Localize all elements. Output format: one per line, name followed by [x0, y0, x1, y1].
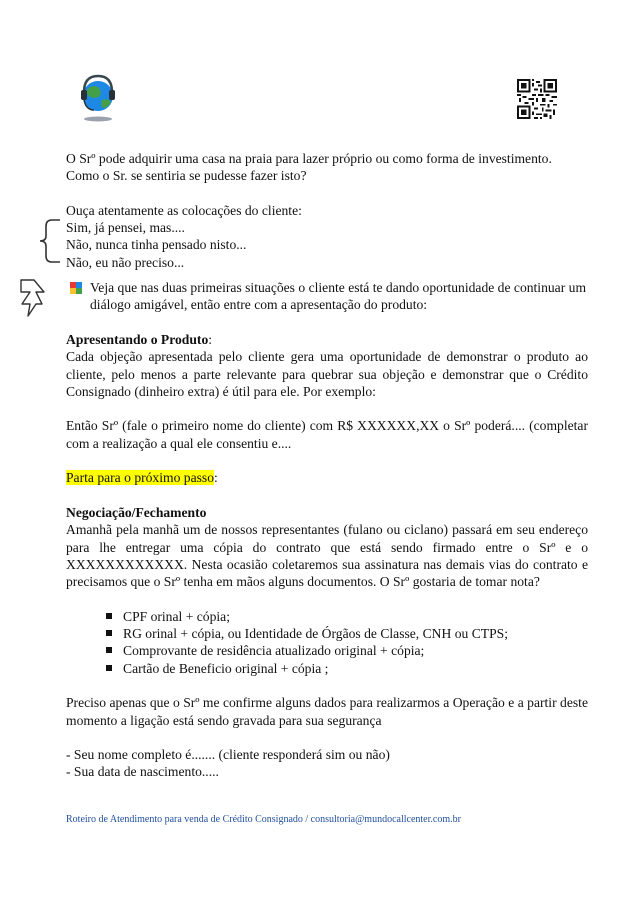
check-line: - Seu nome completo é....... (cliente responderá sim ou não)	[66, 747, 390, 763]
list-item-text: RG orinal + cópia, ou Identidade de Órgãos de Classe, CNH ou CTPS;	[123, 626, 508, 642]
list-item	[106, 625, 588, 642]
client-answer: Sim, já pensei, mas....	[66, 220, 185, 236]
presenting-example: Então Srº (fale o primeiro nome do cliente) com R$ XXXXXX,XX o Srº poderá.... (completar com a realização a qual ele consentiu e....	[66, 418, 588, 451]
presenting-heading: Apresentando o Produto	[66, 331, 209, 347]
presenting-heading-line	[66, 331, 588, 348]
list-item	[106, 608, 588, 625]
document-body	[66, 150, 588, 781]
client-answer: Não, nunca tinha pensado nisto...	[66, 237, 247, 253]
note-marker-icon	[70, 282, 82, 294]
qr-code-icon	[517, 78, 557, 120]
negotiation-heading: Negociação/Fechamento	[66, 504, 207, 520]
documents-list	[66, 608, 588, 677]
left-brace-icon	[38, 218, 62, 264]
tip-note	[66, 279, 588, 314]
next-step-colon: :	[214, 470, 218, 486]
list-item	[106, 642, 588, 659]
square-bullet-icon	[106, 630, 112, 636]
listen-instruction: Ouça atentamente as colocações do cliente:	[66, 202, 302, 218]
presenting-body: Cada objeção apresentada pelo cliente gera uma oportunidade de demonstrar o produto ao cliente, pelo menos a parte relevante para quebrar sua objeção e demonstrar que o Crédito Consignado (dinheiro extra) é útil para ele. Por exemplo:	[66, 349, 588, 399]
tip-note-text: Veja que nas duas primeiras situações o cliente está te dando oportunidade de continuar um diálogo amigável, então entre com a apresentação do produto:	[90, 280, 587, 313]
curved-arrow-icon	[18, 278, 48, 318]
negotiation-body: Amanhã pela manhã um de nossos representantes (fulano ou ciclano) passará em seu endereço para lhe entregar uma cópia do contrato que está sendo firmado entre o Srº e o XXXXXXXXXXXX. Nesta ocasião coletaremos sua assinatura nas demais vias do contrato e precisamos que o Srº tenha em mãos alguns documentos. O Srº gostaria de tomar nota?	[66, 522, 588, 590]
square-bullet-icon	[106, 647, 112, 653]
client-answer: Não, eu não preciso...	[66, 254, 185, 270]
check-line: - Sua data de nascimento.....	[66, 764, 219, 780]
list-item	[106, 660, 588, 677]
page-footer: Roteiro de Atendimento para venda de Crédito Consignado / consultoria@mundocallcenter.com.br	[66, 814, 461, 825]
next-step-highlight: Parta para o próximo passo	[66, 470, 214, 486]
next-step-line	[66, 469, 588, 486]
confirm-paragraph: Preciso apenas que o Srº me confirme alguns dados para realizarmos a Operação e a partir deste momento a ligação está sendo gravada para sua segurança	[66, 695, 588, 728]
square-bullet-icon	[106, 665, 112, 671]
list-item-text: Cartão de Beneficio original + cópia ;	[123, 660, 329, 676]
square-bullet-icon	[106, 613, 112, 619]
presenting-heading-colon: :	[208, 331, 213, 347]
list-item-text: Comprovante de residência atualizado original + cópia;	[123, 643, 425, 659]
list-item-text: CPF orinal + cópia;	[123, 608, 230, 624]
globe-headset-logo	[78, 72, 118, 122]
intro-question: O Srº pode adquirir uma casa na praia para lazer próprio ou como forma de investimento. Como o Sr. se sentiria se pudesse fazer isto?	[66, 151, 552, 184]
